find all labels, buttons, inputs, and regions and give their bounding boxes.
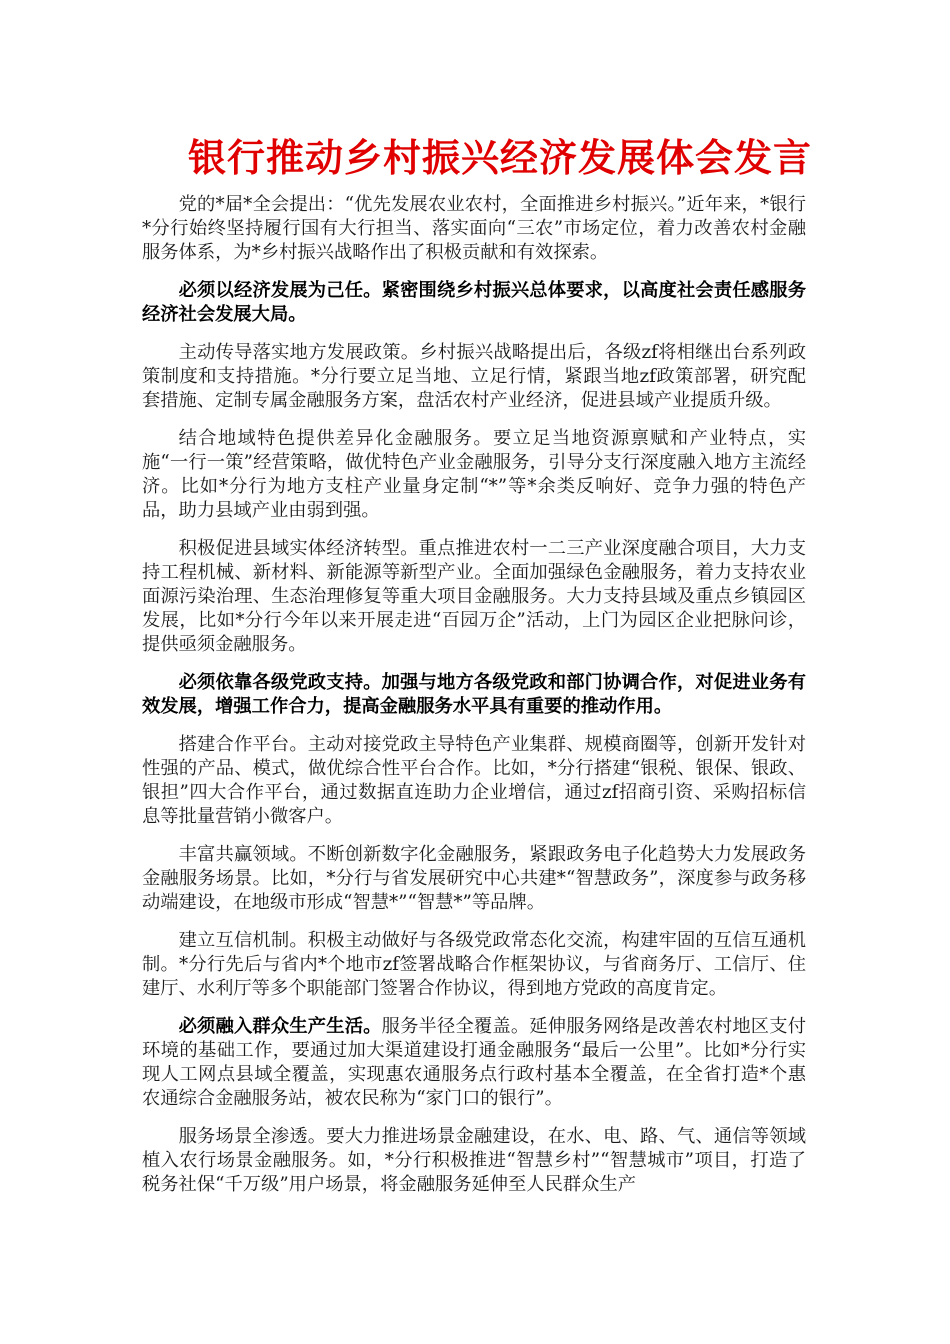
paragraph-regional-features	[142, 427, 806, 523]
paragraph-text: 主动传导落实地方发展政策。乡村振兴战略提出后，各级zf将相继出台系列政策制度和支持措施。*分行要立足当地、立足行情，紧跟当地zf政策部署，研究配套措施、定制专属金融服务方案，盘活农村产业经济，促进县域产业提质升级。	[142, 342, 806, 411]
paragraph-text: 服务半径全覆盖。延伸服务网络是改善农村地区支付环境的基础工作，要通过加大渠道建设打通金融服务“最后一公里”。比如*分行实现人工网点县域全覆盖，实现惠农通服务点行政村基本全覆盖，在全省打造*个惠农通综合金融服务站，被农民称为“家门口的银行”。	[142, 1016, 807, 1109]
paragraph-heading: 必须融入群众生产生活。	[178, 1016, 382, 1037]
paragraph-service-scenarios	[142, 1125, 806, 1197]
paragraph-text: 结合地域特色提供差异化金融服务。要立足当地资源禀赋和产业特点，实施“一行一策”经营策略，做优特色产业金融服务，引导分支行深度融入地方主流经济。比如*分行为地方支柱产业量身定制“*”等*余类反响好、竞争力强的特色产品，助力县域产业由弱到强。	[142, 428, 806, 521]
paragraph-trust-mechanism	[142, 929, 806, 1001]
paragraph-county-economy	[142, 537, 806, 657]
paragraph-local-policy	[142, 341, 806, 413]
paragraph-people-life	[142, 1015, 806, 1111]
paragraph-heading: 必须以经济发展为己任。紧密围绕乡村振兴总体要求，以高度社会责任感服务经济社会发展大局。	[142, 280, 806, 325]
document-title: 银行推动乡村振兴经济发展体会发言	[187, 135, 812, 180]
paragraph-heading: 必须依靠各级党政支持。加强与地方各级党政和部门协调合作，对促进业务有效发展，增强工作合力，提高金融服务水平具有重要的推动作用。	[142, 672, 806, 717]
paragraph-text: 积极促进县域实体经济转型。重点推进农村一二三产业深度融合项目，大力支持工程机械、新材料、新能源等新型产业。全面加强绿色金融服务，着力支持农业面源污染治理、生态治理修复等重大项目金融服务。大力支持县域及重点乡镇园区发展，比如*分行今年以来开展走进“百园万企”活动，上门为园区企业把脉问诊，提供亟须金融服务。	[142, 538, 806, 655]
document-body	[142, 193, 806, 1211]
section-heading-party-support	[142, 671, 806, 719]
paragraph-text: 丰富共赢领域。不断创新数字化金融服务，紧跟政务电子化趋势大力发展政务金融服务场景。比如，*分行与省发展研究中心共建*“智慧政务”，深度参与政务移动端建设，在地级市形成“智慧*”“智慧*”等品牌。	[142, 844, 806, 913]
paragraph-text: 建立互信机制。积极主动做好与各级党政常态化交流，构建牢固的互信互通机制。*分行先后与省内*个地市zf签署战略合作框架协议，与省商务厅、工信厅、住建厅、水利厅等多个职能部门签署合作协议，得到地方党政的高度肯定。	[142, 930, 806, 999]
paragraph-cooperation-platform	[142, 733, 806, 829]
paragraph-intro	[142, 193, 806, 265]
section-heading-economic-development	[142, 279, 806, 327]
paragraph-text: 党的*届*全会提出：“优先发展农业农村，全面推进乡村振兴。”近年来，*银行*分行始终坚持履行国有大行担当、落实面向“三农”市场定位，着力改善农村金融服务体系，为*乡村振兴战略作出了积极贡献和有效探索。	[142, 194, 806, 263]
paragraph-text: 搭建合作平台。主动对接党政主导特色产业集群、规模商圈等，创新开发针对性强的产品、模式，做优综合性平台合作。比如，*分行搭建“银税、银保、银政、银担”四大合作平台，通过数据直连助力企业增信，通过zf招商引资、采购招标信息等批量营销小微客户。	[142, 734, 806, 827]
paragraph-text: 服务场景全渗透。要大力推进场景金融建设，在水、电、路、气、通信等领域植入农行场景金融服务。如，*分行积极推进“智慧乡村”“智慧城市”项目，打造了税务社保“千万级”用户场景，将金融服务延伸至人民群众生产	[142, 1126, 806, 1195]
paragraph-win-win-fields	[142, 843, 806, 915]
